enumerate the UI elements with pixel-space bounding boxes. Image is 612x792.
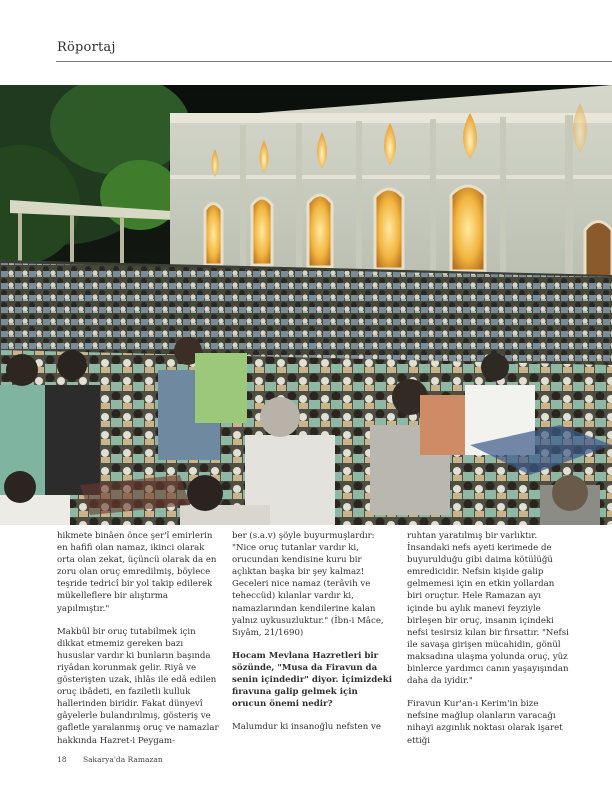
interview-question: Hocam Mevlana Hazretleri bir sözünde, "Musa da Firavun da senin içindedir" diyor. İçimizdeki firavuna galip gelmek için orucun önemi nedir? — [232, 650, 392, 710]
section-title: Röportaj — [57, 40, 116, 55]
title-rule — [56, 61, 612, 62]
page-footer — [57, 755, 163, 764]
paragraph: Firavun Kur'an-ı Kerim'in bize nefsine mağlup olanların varacağı nihayi azgınlık noktası olarak işaret ettiği — [407, 699, 563, 746]
paragraph: Makbûl bir oruç tutabilmek için dikkat etmemiz gereken bazı hususlar vardır ki bunların başında riyâdan korunmak gelir. Riyâ ve gösterişten uzak, ihlâs ile edâ edilen oruç ibâdeti, en faziletli kulluk hallerinden biridir. Fakat dünyevî gâyelerle bulandırılmış, gösteriş ve gafletle yaralanmış oruç ve namazlar hakkında Hazret-i Peygam- — [57, 626, 219, 746]
paragraph: ber (s.a.v) şöyle buyurmuşlardır: "Nice oruç tutanlar vardır ki, orucundan kendisine kuru bir açlıktan başka bir şey kalmaz! Geceleri nice namaz (terâvih ve teheccüd) kılanlar vardır ki, namazlarından kendilerine kalan yalnız uykusuzluktur." (İbn-i Mâce, Sıyâm, 21/1690) — [232, 531, 384, 638]
mosque-prayer-photo — [0, 85, 612, 525]
text-column-2 — [232, 530, 394, 744]
text-column-1 — [57, 530, 219, 758]
paragraph: hikmete binâen önce şer'î emirlerin en hafifi olan namaz, ikinci olarak orta olan zekat, üçüncü olarak da en zoru olan oruç emredilmiş, böylece teşride tedricî bir yol takip edilerek mükelleflere bir alıştırma yapılmıştır." — [57, 531, 217, 614]
photo-illustration — [0, 85, 612, 525]
paragraph: Malumdur ki insanoğlu nefsten ve — [232, 722, 381, 733]
paragraph: ruhtan yaratılmış bir varlıktır. İnsandaki nefs ayeti kerimede de buyurulduğu gibi daima kötülüğü emredicidir. Nefsin kişide galip gelmemesi için en etkin yollardan biri oruçtur. Hele Ramazan ayı içinde bu aylık manevi feyziyle birleşen bir oruç, insanın içindeki nefsi tesirsiz kılan bir fırsattır. "Nefsi ile savaşa girişen mücahidin, gönül maksadına ulaşma yolunda oruç, yüz binlerce yardımcı canın yaşayışından daha da iyidir." — [407, 531, 569, 687]
text-column-3 — [407, 530, 569, 758]
page-number: 18 — [57, 755, 67, 764]
publication-name: Sakarya'da Ramazan — [82, 755, 163, 764]
